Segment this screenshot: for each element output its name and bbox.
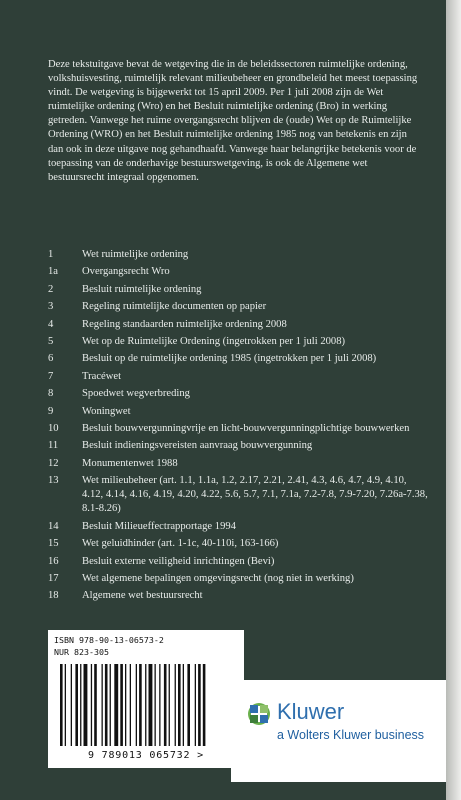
contents-item-number: 17 [48, 573, 59, 585]
contents-item-number: 12 [48, 457, 59, 469]
contents-item-title: Woningwet [82, 405, 131, 417]
contents-item [48, 474, 428, 517]
contents-item-title: Besluit op de ruimtelijke ordening 1985 (ingetrokken per 1 juli 2008) [82, 353, 377, 365]
contents-item-title: Besluit indieningsvereisten aanvraag bouwvergunning [82, 440, 313, 452]
contents-item [48, 439, 428, 453]
publisher-tagline: a Wolters Kluwer business [277, 728, 425, 742]
contents-item-title: Wet ruimtelijke ordening [82, 249, 189, 260]
contents-item [48, 457, 428, 471]
contents-item [48, 248, 428, 262]
contents-item-title: Algemene wet bestuursrecht [82, 590, 203, 602]
contents-item [48, 405, 428, 419]
publisher-name: Kluwer [277, 699, 345, 724]
nur-text: NUR 823-305 [54, 647, 109, 657]
contents-item [48, 387, 428, 401]
contents-item-number: 15 [48, 538, 59, 550]
contents-item-title: Overgangsrecht Wro [82, 266, 170, 278]
contents-item-title: Wet milieubeheer (art. 1.1, 1.1a, 1.2, 2.17, 2.21, 2.41, 4.3, 4.6, 4.7, 4.9, 4.10, 4.12, 4.14, 4.16, 4.19, 4.20, 4.22, 5.6, 5.7, 7.1, 7.1a, 7.2-7.8, 7.9-7.20, 7.26a-7.38, 8.1-8.26) [82, 475, 428, 515]
blurb-text [48, 58, 423, 185]
contents-item-number: 3 [48, 301, 54, 313]
contents-item [48, 300, 428, 314]
barcode-digits: 9 789013 065732 > [88, 750, 204, 761]
contents-item [48, 370, 428, 384]
barcode-label [48, 630, 244, 768]
contents-item [48, 318, 428, 332]
contents-item-title: Regeling standaarden ruimtelijke ordening 2008 [82, 318, 287, 330]
contents-item [48, 589, 428, 603]
kluwer-logo-icon [247, 702, 271, 726]
contents-item-number: 11 [48, 440, 59, 452]
contents-item-title: Monumentenwet 1988 [82, 457, 178, 469]
contents-item-title: Besluit bouwvergunningvrije en licht-bouwvergunningplichtige bouwwerken [82, 422, 410, 434]
contents-item [48, 283, 428, 297]
contents-item-title: Wet algemene bepalingen omgevingsrecht (nog niet in werking) [82, 573, 354, 585]
contents-item [48, 265, 428, 279]
contents-item [48, 555, 428, 569]
contents-item-title: Besluit Milieueffectrapportage 1994 [82, 520, 236, 532]
contents-item [48, 352, 428, 366]
contents-item-number: 13 [48, 475, 59, 487]
contents-item [48, 520, 428, 534]
barcode-icon [52, 664, 240, 748]
contents-item-title: Tracéwet [82, 370, 122, 382]
contents-list [48, 248, 428, 607]
page-edge [446, 0, 461, 800]
contents-item-number: 1 [48, 249, 54, 260]
contents-item-number: 2 [48, 283, 54, 295]
contents-item-number: 7 [48, 370, 54, 382]
contents-item-number: 9 [48, 405, 54, 417]
contents-item-number: 10 [48, 422, 59, 434]
contents-item [48, 422, 428, 436]
contents-item-number: 1a [48, 266, 58, 278]
contents-item [48, 537, 428, 551]
contents-item-number: 18 [48, 590, 59, 602]
contents-item-number: 8 [48, 388, 54, 400]
contents-item-title: Besluit externe veiligheid inrichtingen (Bevi) [82, 555, 275, 567]
contents-item-number: 4 [48, 318, 54, 330]
contents-item [48, 572, 428, 586]
contents-item-number: 5 [48, 335, 54, 347]
contents-item [48, 335, 428, 349]
contents-item-title: Wet op de Ruimtelijke Ordening (ingetrokken per 1 juli 2008) [82, 335, 346, 347]
contents-item-number: 6 [48, 353, 54, 365]
contents-item-title: Regeling ruimtelijke documenten op papier [82, 301, 267, 313]
isbn-text: ISBN 978-90-13-06573-2 [54, 635, 164, 645]
contents-item-number: 14 [48, 520, 59, 532]
contents-item-title: Spoedwet wegverbreding [82, 388, 190, 400]
contents-item-number: 16 [48, 555, 59, 567]
publisher-logo-box [231, 680, 446, 782]
contents-item-title: Besluit ruimtelijke ordening [82, 283, 202, 295]
blurb-paragraph: Deze tekstuitgave bevat de wetgeving die in de beleidssectoren ruimtelijke ordening, volkshuisvesting, ruimtelijk relevant milieubeheer en grondbeleid het meest toepassing vindt. De wetgeving is bijgewerkt tot 15 april 2009. Per 1 juli 2008 zijn de Wet ruimtelijke ordening (Wro) en het Besluit ruimtelijke ordening (Bro) in werking getreden. Vanwege het ruime overgangsrecht blijven de (oude) Wet op de Ruimtelijke Ordening (WRO) en het Besluit ruimtelijke ordening 1985 nog van betekenis en zijn dan ook in deze uitgave nog gehandhaafd. Vanwege haar belangrijke betekenis voor de toepassing van de onderhavige bestuurswetgeving, is ook de Algemene wet bestuursrecht integraal opgenomen. [48, 59, 418, 183]
contents-item-title: Wet geluidhinder (art. 1-1c, 40-110i, 163-166) [82, 538, 279, 550]
